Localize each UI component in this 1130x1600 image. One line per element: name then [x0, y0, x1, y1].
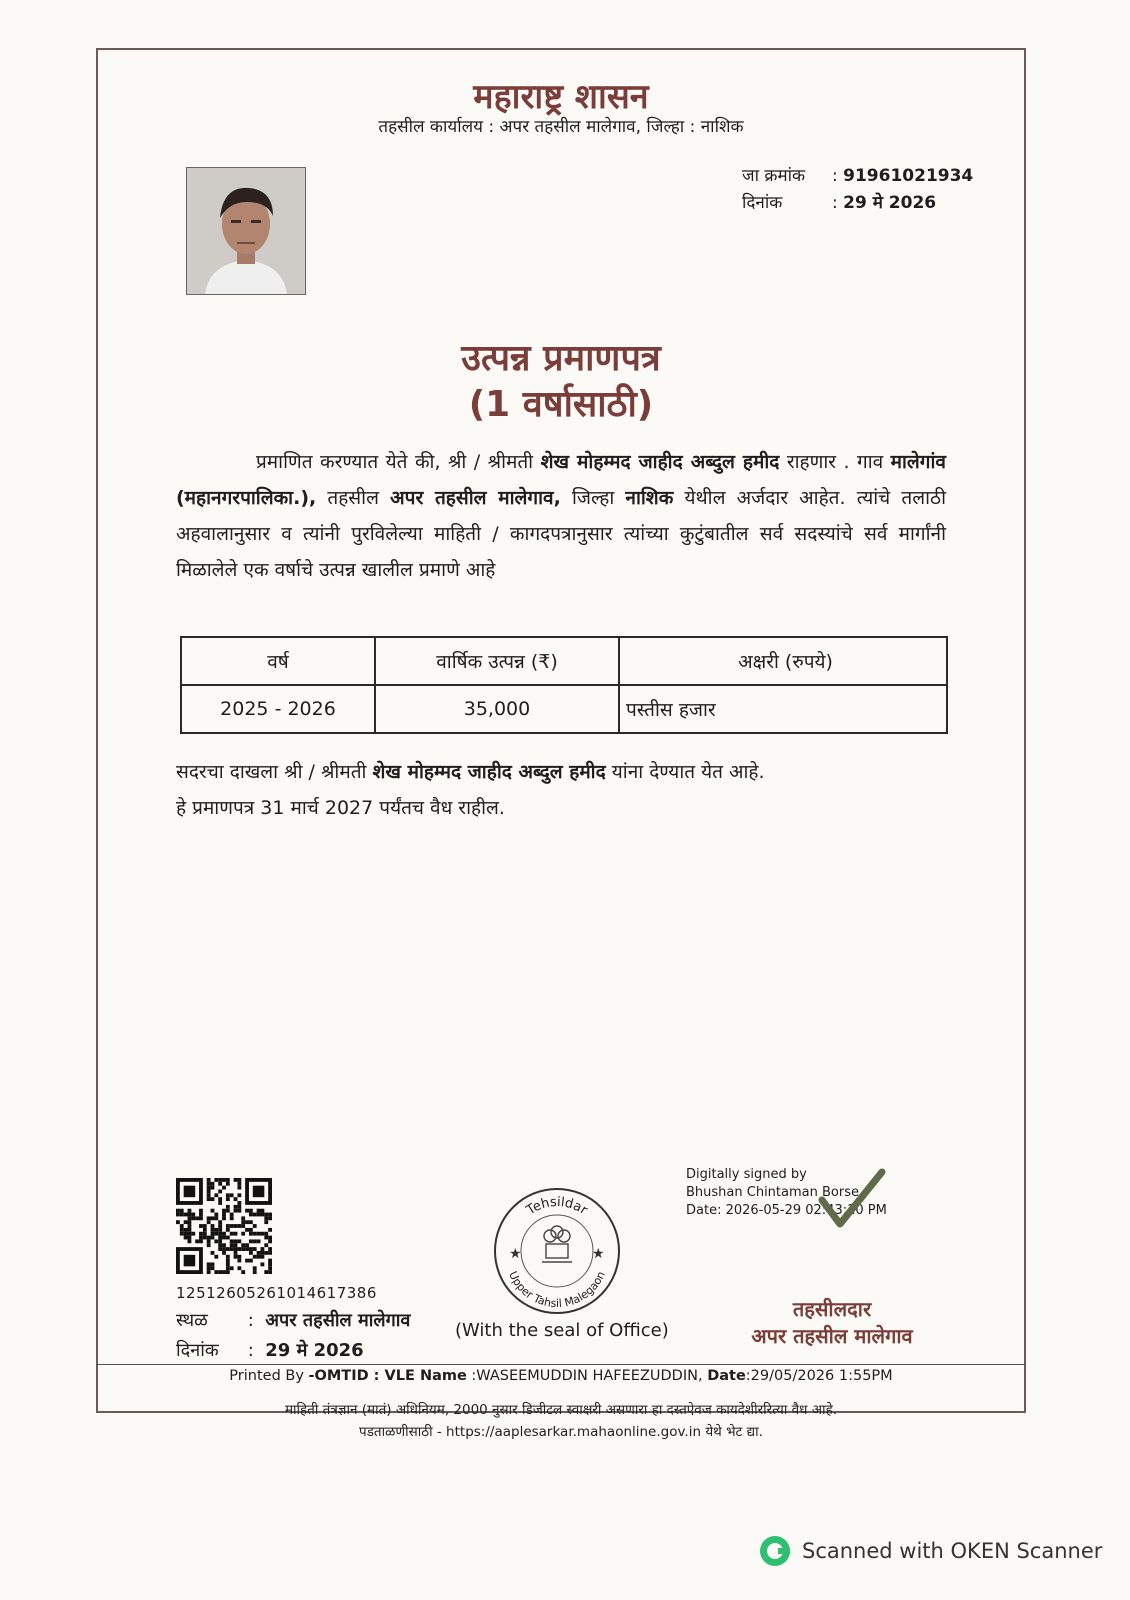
- oken-scanner-logo-icon: [758, 1534, 792, 1568]
- svg-text:★: ★: [592, 1246, 605, 1262]
- place-value: अपर तहसील मालेगाव: [265, 1310, 411, 1331]
- footer-divider: [96, 1364, 1026, 1365]
- table-header-row: [181, 637, 947, 685]
- digital-signature-line1: Digitally signed by: [686, 1167, 807, 1182]
- signature-date: Date: 2026-05-29 02:43:10 PM: [686, 1203, 887, 1218]
- scanner-watermark: [758, 1534, 1102, 1568]
- year-cell: 2025 - 2026: [181, 685, 375, 733]
- verification-notice: पडताळणीसाठी - https://aaplesarkar.mahaonline.gov.in येथे भेट द्या.: [359, 1424, 763, 1440]
- reference-date-label: दिनांक: [742, 193, 783, 213]
- seal-top-text: Tehsildar: [524, 1194, 590, 1219]
- issue-date: 29 मे 2026: [265, 1340, 364, 1361]
- scanner-label: Scanned with OKEN Scanner: [802, 1539, 1103, 1563]
- officer-office: अपर तहसील मालेगाव: [751, 1324, 913, 1348]
- tahsil-name: अपर तहसील मालेगाव,: [390, 487, 561, 509]
- signature-valid-check-icon: [818, 1166, 886, 1232]
- certificate-title: [96, 336, 1026, 428]
- officer-title: तहसीलदार: [792, 1297, 872, 1321]
- svg-text:Upper Tahsil Malegaon: [506, 1269, 608, 1310]
- reference-block: जा क्रमांक : 91961021934 दिनांक : 29 मे 2026: [742, 163, 973, 217]
- reference-number-label: जा क्रमांक: [742, 166, 806, 186]
- column-header-income: वार्षिक उत्पन्न (₹): [375, 637, 619, 685]
- issue-date-label: दिनांक: [176, 1340, 219, 1361]
- printed-by-line: Printed By -OMTID : VLE Name :WASEEMUDDIN HAFEEZUDDIN, Date:29/05/2026 1:55PM: [229, 1368, 893, 1384]
- certificate-title-line1: उत्पन्न प्रमाणपत्र: [461, 338, 661, 379]
- signer-name: Bhushan Chintaman Borse: [686, 1185, 859, 1200]
- vle-name: :WASEEMUDDIN HAFEEZUDDIN,: [471, 1368, 708, 1384]
- place-date-block: स्थळ : अपर तहसील मालेगाव दिनांक : 29 मे 2026: [176, 1306, 410, 1366]
- reference-date: 29 मे 2026: [843, 193, 937, 213]
- svg-text:★: ★: [509, 1246, 522, 1262]
- office-seal: [492, 1186, 622, 1316]
- closing-text: सदरचा दाखला श्री / श्रीमती शेख मोहम्मद जाहीद अब्दुल हमीद यांना देण्यात येत आहे. हे प्रमाणपत्र 31 मार्च 2027 पर्यंतच वैध राहील.: [176, 754, 956, 826]
- income-cell: 35,000: [375, 685, 619, 733]
- officer-designation: [712, 1296, 952, 1350]
- closing-applicant-name: शेख मोहम्मद जाहीद अब्दुल हमीद: [372, 761, 606, 783]
- legal-notice: माहिती तंत्रज्ञान (मातं) अधिनियम, 2000 नुसार डिजीटल स्वाक्षरी असणारा हा दस्तऐवज कायदेशीररित्या वैध आहे.: [284, 1402, 838, 1418]
- certificate-body: प्रमाणित करण्यात येते की, श्री / श्रीमती शेख मोहम्मद जाहीद अब्दुल हमीद राहणार . गाव मालेगांव (महानगरपालिका.), तहसील अपर तहसील मालेगाव, जिल्हा नाशिक येथील अर्जदार आहेत. त्यांचे तलाठी अहवालानुसार व त्यांनी पुरविलेल्या माहिती / कागदपत्रानुसार त्यांच्या कुटुंबातील सर्व सदस्यांचे सर्व मार्गांनी मिळालेले एक वर्षाचे उत्पन्न खालील प्रमाणे आहे: [176, 451, 946, 581]
- seal-caption: (With the seal of Office): [455, 1320, 669, 1341]
- government-title: महाराष्ट्र शासन: [473, 77, 649, 117]
- table-row: [181, 685, 947, 733]
- income-table: [180, 636, 948, 734]
- applicant-name: शेख मोहम्मद जाहीद अब्दुल हमीद: [540, 451, 780, 473]
- column-header-in-words: अक्षरी (रुपये): [619, 637, 947, 685]
- district-name: नाशिक: [625, 487, 674, 509]
- certificate-title-line2: (1 वर्षासाठी): [468, 384, 654, 425]
- validity-text: हे प्रमाणपत्र 31 मार्च 2027 पर्यंतच वैध राहील.: [176, 797, 505, 819]
- emblem-icon: [542, 1226, 572, 1262]
- income-words-cell: पस्तीस हजार: [619, 685, 947, 733]
- printed-date: :29/05/2026 1:55PM: [745, 1368, 893, 1384]
- seal-bottom-text: Upper Tahsil Malegaon: [506, 1269, 608, 1311]
- reference-number: 91961021934: [843, 166, 974, 186]
- office-subtitle: तहसील कार्यालय : अपर तहसील मालेगाव, जिल्हा : नाशिक: [378, 117, 744, 137]
- place-label: स्थळ: [176, 1310, 208, 1331]
- applicant-photo: [186, 167, 306, 295]
- qr-code: [176, 1178, 272, 1274]
- column-header-year: वर्ष: [181, 637, 375, 685]
- qr-number: 12512605261014617386: [176, 1284, 377, 1302]
- village-name: मालेगांव (महानगरपालिका.),: [176, 451, 946, 509]
